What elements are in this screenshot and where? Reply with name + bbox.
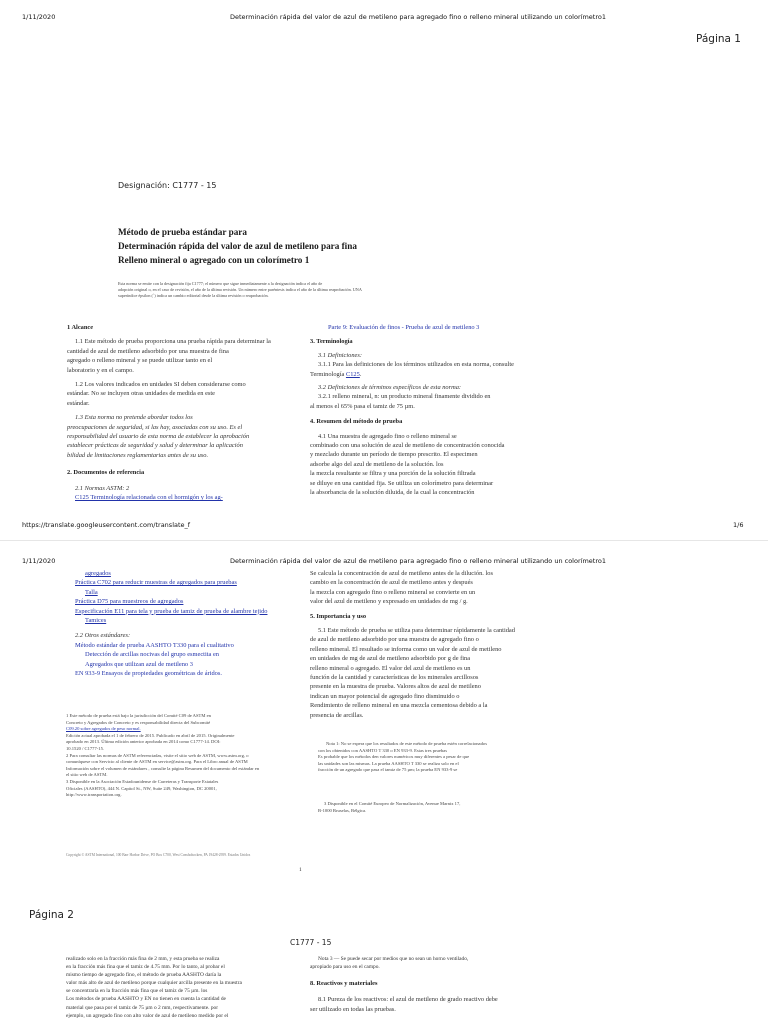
designation-2: C1777 - 15 bbox=[290, 938, 332, 947]
left-column-1 bbox=[67, 323, 302, 503]
footnote-line: C09.20 sobre agregados de peso normal. bbox=[66, 726, 141, 732]
para-3-1-1b: Terminología C125. bbox=[310, 370, 362, 378]
calc-line-1: cambio en la concentración de azul de metileno antes y después bbox=[310, 579, 473, 587]
footnote-line: 10.1520 / C1777-15. bbox=[66, 745, 105, 751]
section-heading-reagents: 8. Reactivos y materiales bbox=[310, 980, 378, 988]
para-1-3-l4: bilidad de limitaciones reglamentarias antes de su uso. bbox=[67, 451, 209, 459]
para-4-1-l0: 4.1 Una muestra de agregado fino o relleno mineral se bbox=[318, 432, 457, 440]
para-3-2: 3.2 Definiciones de términos específicos de esta norma: bbox=[318, 384, 462, 392]
aashto-t330-l0[interactable]: Método estándar de prueba AASHTO T330 para el cualitativo bbox=[75, 641, 234, 649]
p2-line: en la fracción más fina que el tamiz de 4.75 mm. Por lo tanto, al probar el bbox=[66, 964, 225, 971]
note-line: fracción de un agregado que pasa el tamiz de 75 µm; la prueba EN 933-9 se bbox=[318, 767, 458, 773]
title-line-1: Método de prueba estándar para bbox=[118, 227, 247, 237]
para-1-3-l2: responsabilidad del usuario de esta norma de establecer la aprobación bbox=[67, 433, 250, 441]
para-4-1-l6: la absorbancia de la solución diluida, de la cual la concentración bbox=[310, 489, 475, 497]
para-1-3-l3: establecer prácticas de seguridad y salud y determinar la aplicación bbox=[67, 442, 243, 450]
note-3: Nota 3 — Se puede secar por medios que no sean un horno ventilado, bbox=[318, 956, 469, 962]
link-e11-sieves[interactable]: Tamices bbox=[85, 617, 107, 625]
part9-ref[interactable]: Parte 9: Evaluación de finos - Prueba de azul de metileno 3 bbox=[328, 324, 480, 331]
para-1-2-l0: 1.2 Los valores indicados en unidades SI deben considerarse como bbox=[75, 381, 246, 389]
para-3-2-1b: al menos el 65% pasa el tamiz de 75 µm. bbox=[310, 402, 415, 410]
notice-line: superíndice épsilon (´) indica un cambio editorial desde la última revisión o reaprobación. bbox=[118, 293, 269, 299]
link-c125[interactable]: C125 Terminología relacionada con el hormigón y los ag- bbox=[75, 494, 223, 502]
print-page-count: 1/6 bbox=[733, 521, 744, 529]
section-heading-scope: 1 Alcance bbox=[67, 324, 94, 331]
para-5-1-l7: indican un mayor potencial de agregado fino disminuido o bbox=[310, 692, 460, 700]
para-1-2-l2: estándar. bbox=[67, 399, 90, 407]
para-1-1-l1: cantidad de azul de metileno adsorbido por una muestra de fina bbox=[67, 347, 229, 355]
footnote-line: 1 Este método de prueba está bajo la jurisdicción del Comité C09 de ASTM en bbox=[66, 713, 211, 718]
para-5-1-l3: en unidades de mg de azul de metileno adsorbido por g de fina bbox=[310, 655, 471, 663]
notice-line: adopción original o, en el caso de revisión, el año de la última revisión. Un número entre paréntesis indica el año de la última reaprobación. UNA bbox=[118, 287, 362, 293]
p2-line: ejemplo, un agregado fino con alto valor de azul de metileno medido por el bbox=[66, 1012, 229, 1019]
section-heading-references: 2. Documentos de referencia bbox=[67, 469, 145, 477]
p2-line: valor más alto de azul de metileno porque cualquier arcilla presente en la muestra bbox=[66, 980, 242, 987]
para-3-1-1: 3.1.1 Para las definiciones de los términos utilizados en esta norma, consulte bbox=[318, 361, 514, 369]
section-heading-summary: 4. Resumen del método de prueba bbox=[310, 418, 403, 426]
link-aggregates[interactable]: agregados bbox=[85, 570, 111, 577]
calc-line-0: Se calcula la concentración de azul de metileno antes de la dilución. los bbox=[310, 570, 493, 577]
copyright: Copyright © ASTM International, 100 Barr Harbor Drive, PO Box C700, West Conshohocken, PA 19428-2959. Estados Unidos bbox=[66, 853, 251, 857]
para-3-1: 3.1 Definiciones: bbox=[318, 351, 363, 359]
para-1-2-l1: estándar. No se incluyen otras unidades de medida en este bbox=[67, 390, 216, 398]
link-c702[interactable]: Práctica C702 para reducir muestras de agregados para pruebas bbox=[75, 579, 237, 587]
footnote-line: aprobado en 2013. Última edición anterior aprobada en 2014 como C1777-14. DOI: bbox=[66, 739, 221, 745]
para-1-3-l1: preocupaciones de seguridad, si las hay, asociadas con su uso. Es el bbox=[67, 423, 243, 431]
note-line: con los obtenidos con AASHTO T 330 o EN 933-9. Estas tres pruebas bbox=[318, 747, 447, 753]
para-5-1-l4: relleno mineral o agregado. El valor del azul de metileno es un bbox=[310, 664, 471, 672]
para-5-1-l0: 5.1 Este método de prueba se utiliza para determinar rápidamente la cantidad bbox=[318, 627, 515, 635]
footnote-line: 3 Disponible en el Comité Europeo de Normalización, Avenue Marnix 17, bbox=[324, 801, 461, 806]
para-1-1-l2: agregado o relleno mineral y se puede utilizar tanto en el bbox=[67, 357, 213, 365]
page-label-2: Página 2 bbox=[29, 909, 74, 921]
note-line: las unidades son las mismas. La prueba AASHTO T 330 se realiza solo en el bbox=[318, 760, 459, 766]
para-2-2: 2.2 Otros estándares: bbox=[75, 632, 131, 640]
p2-line: realizado solo en la fracción más fina de 2 mm, y esta prueba se realiza bbox=[66, 956, 220, 962]
footnote-line: Concreto y Agregados de Concreto y es responsabilidad directa del Subcomité bbox=[66, 719, 211, 725]
en-933-9[interactable]: EN 933-9 Ensayos de propiedades geométricas de áridos. bbox=[75, 670, 222, 678]
para-5-1-l9: presencia de arcillas. bbox=[310, 711, 364, 719]
para-4-1-l5: se diluye en una cantidad fija. Se utiliza un colorímetro para determinar bbox=[310, 479, 494, 487]
para-5-1-l6: presente en la muestra de prueba. Valores altos de azul de metileno bbox=[310, 683, 481, 691]
standard-notice bbox=[118, 281, 538, 300]
section-heading-terminology: 3. Terminología bbox=[310, 338, 353, 346]
p2-line: Los métodos de prueba AASHTO y EN no tienen en cuenta la cantidad de bbox=[66, 996, 226, 1003]
section-heading-importance: 5. Importancia y uso bbox=[310, 612, 367, 620]
note-line: Nota 1: No se espera que los resultados de este método de prueba estén correlacionados bbox=[326, 741, 487, 746]
para-1-1-l0: 1.1 Este método de prueba proporciona una prueba rápida para determinar la bbox=[75, 338, 271, 346]
footnote-line: http://www.transportation.org. bbox=[66, 792, 122, 798]
para-4-1-l2: y mezclado durante un período de tiempo prescrito. El especimen bbox=[310, 451, 478, 459]
footnote-line: comuníquese con Servicio al cliente de ASTM en service@astm.org. Para el Libro anual de ASTM bbox=[66, 759, 248, 765]
page2-left-column bbox=[66, 955, 304, 1020]
calc-line-3: valor del azul de metileno y expresado en unidades de mg / g. bbox=[310, 598, 468, 606]
calc-line-2: la mezcla con agregado fino o relleno mineral se convierte en un bbox=[310, 588, 476, 596]
print-date-2: 1/11/2020 bbox=[22, 557, 56, 565]
p2-line: material que pasa por el tamiz de 75 µm o 2 mm, respectivamente. por bbox=[66, 1004, 219, 1011]
title-line-2: Determinación rápida del valor de azul de metileno para fina bbox=[118, 241, 357, 251]
para-2-1: 2.1 Normas ASTM: 2 bbox=[75, 484, 130, 492]
footnote-line: 2 Para consultar las normas de ASTM referenciadas, visite el sitio web de ASTM, www.astm.org, o bbox=[66, 752, 249, 758]
terminology-word: Terminología bbox=[310, 370, 345, 378]
print-url: https://translate.googleusercontent.com/translate_f bbox=[22, 521, 191, 529]
note-line: Es probable que los métodos den valores numéricos muy diferentes a pesar de que bbox=[318, 754, 470, 760]
page-number: 1 bbox=[299, 867, 302, 873]
p2-line: mismo tiempo de agregado fino, el método de prueba AASHTO daría la bbox=[66, 972, 222, 979]
para-1-1-l3: laboratorio y en el campo. bbox=[67, 366, 134, 374]
para-5-1-l2: relleno mineral. El resultado se informa como un valor de azul de metileno bbox=[310, 645, 502, 653]
left-column-1b bbox=[75, 569, 303, 678]
para-4-1-l4: la mezcla resultante se filtra y una porción de la solución filtrada bbox=[310, 470, 476, 478]
aashto-t330-l1: Detección de arcillas nocivas del grupo esmectita en bbox=[85, 651, 219, 659]
right-column-1 bbox=[310, 323, 550, 498]
print-doc-title: Determinación rápida del valor de azul de metileno para agregado fino o relleno mineral utilizando un colorímetro1 bbox=[230, 13, 606, 21]
para-8-1: 8.1 Pureza de los reactivos: el azul de metileno de grado reactivo debe bbox=[318, 996, 498, 1004]
right-column-1b bbox=[310, 569, 550, 720]
note-3b: apropiado para uso en el campo. bbox=[310, 964, 380, 971]
page-label-1: Página 1 bbox=[696, 33, 741, 45]
footnote-right bbox=[318, 801, 558, 814]
para-3-2-1: 3.2.1 relleno mineral, n: un producto mineral finamente dividido en bbox=[318, 393, 491, 401]
designation: Designación: C1777 - 15 bbox=[118, 181, 217, 190]
para-4-1-l3: adsorbe algo del azul de metileno de la solución. los bbox=[310, 460, 444, 468]
notice-line: Esta norma se emite con la designación fija C1777; el número que sigue inmediatamente a la designación indica el año de bbox=[118, 281, 323, 286]
footnotes-left bbox=[66, 713, 304, 799]
para-4-1-l1: combinado con una solución de azul de metileno de concentración conocida bbox=[310, 442, 505, 450]
link-c125-inline[interactable]: C125 bbox=[345, 370, 360, 378]
footnote-line: 3 Disponible en la Asociación Estadounidense de Carreteras y Transporte Estatales bbox=[66, 778, 219, 784]
para-5-1-l1: de azul de metileno adsorbido por una muestra de agregado fino o bbox=[310, 636, 479, 644]
print-doc-title-2: Determinación rápida del valor de azul de metileno para agregado fino o relleno mineral utilizando un colorímetro1 bbox=[230, 557, 606, 565]
footnote-line: Oficiales (AASHTO), 444 N. Capitol St., NW, Suite 249, Washington, DC 20001, bbox=[66, 785, 217, 791]
page2-right-column bbox=[310, 955, 550, 1014]
screen-divider bbox=[0, 540, 768, 541]
aashto-t330-l2: Agregados que utilizan azul de metileno 3 bbox=[85, 660, 193, 668]
footnote-line: Información sobre el volumen de estándares , consulte la página Resumen del documento del estándar en bbox=[66, 765, 260, 771]
link-d75[interactable]: Práctica D75 para muestreos de agregados bbox=[75, 598, 184, 606]
link-c702-size[interactable]: Talla bbox=[85, 588, 98, 596]
para-1-3-l0: 1.3 Esta norma no pretende abordar todos los bbox=[75, 414, 193, 422]
link-e11[interactable]: Especificación E11 para tela y prueba de tamiz de prueba de alambre tejido bbox=[75, 607, 268, 615]
document-title bbox=[118, 225, 357, 267]
note-1 bbox=[318, 741, 558, 774]
para-5-1-l8: Rendimiento de relleno mineral en una mezcla cementosa debido a la bbox=[310, 702, 488, 710]
footnote-line: Edición actual aprobada el 1 de febrero de 2015. Publicado en abril de 2015. Originalmente bbox=[66, 732, 235, 738]
p2-line: se concentraría en la fracción más fina que el tamiz de 75 µm. los bbox=[66, 988, 208, 995]
para-5-1-l5: función de la cantidad y características de los minerales arcillosos bbox=[310, 674, 479, 682]
print-date: 1/11/2020 bbox=[22, 13, 56, 21]
footnote-line: B-1000 Bruselas, Bélgica. bbox=[318, 807, 367, 813]
footnote-line: el sitio web de ASTM. bbox=[66, 772, 108, 778]
title-line-3: Relleno mineral o agregado con un colorímetro 1 bbox=[118, 255, 310, 265]
para-8-1b: ser utilizado en todas las pruebas. bbox=[310, 1005, 396, 1013]
